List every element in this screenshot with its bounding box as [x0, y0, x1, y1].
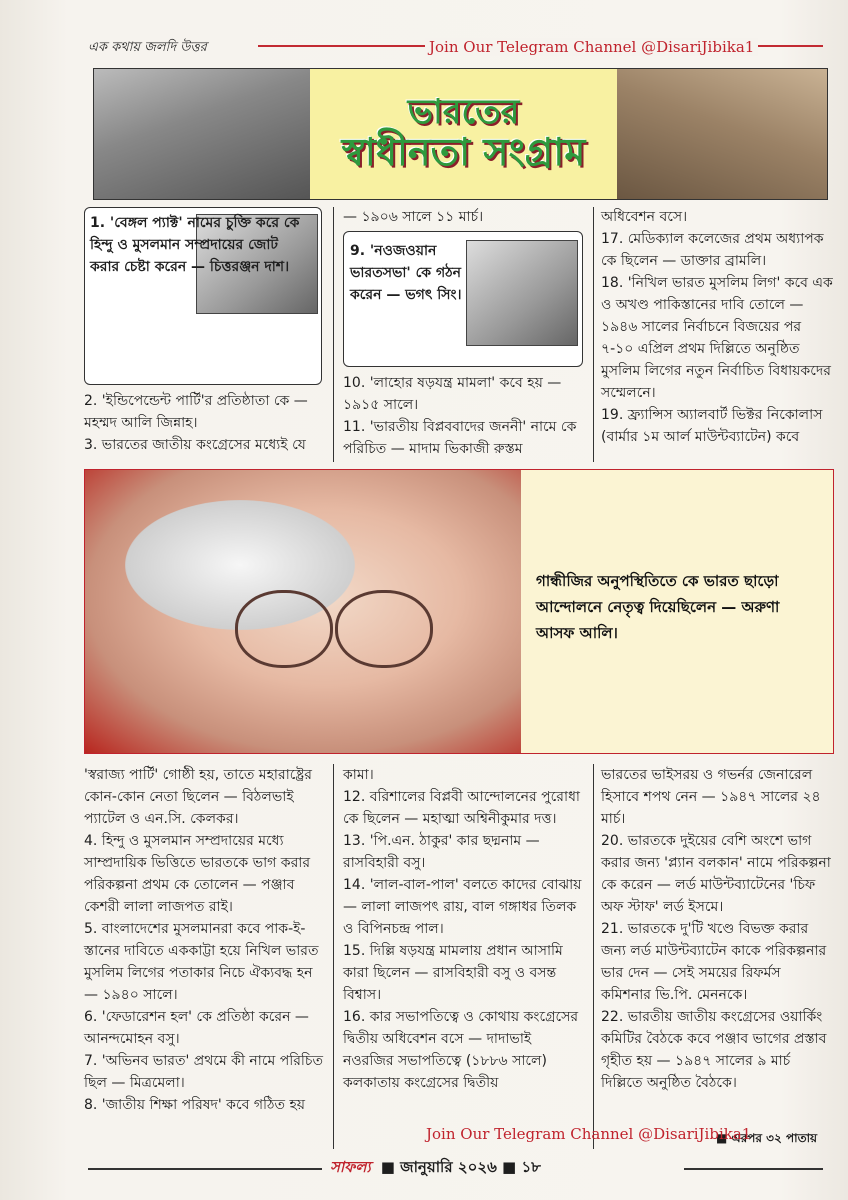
question-4: 4. হিন্দু ও মুসলমান সম্প্রদায়ের মধ্যে সাম্প্রদায়িক ভিত্তিতে ভারতকে ভাগ করার পরিকল্পনা প্রথম কে তোলেন — পঞ্জাব কেশরী লালা লাজপত রাই। — [84, 833, 311, 915]
issue-date-page: ■ জানুয়ারি ২০২৬ ■ ১৮ — [380, 1158, 541, 1176]
portrait-aruna-asaf-ali — [85, 470, 521, 753]
question-21: 21. ভারতকে দু'টি খণ্ডে বিভক্ত করার জন্য লর্ড মাউন্টব্যাটেন কাকে পরিকল্পনার ভার দেন — সেই সময়ের রিফর্মস কমিশনার ভি.পি. মেননকে। — [601, 921, 827, 1003]
question-3: 3. ভারতের জাতীয় কংগ্রেসের মধ্যেই যে — [84, 437, 306, 453]
column-2-continuation-bottom: কামা। — [343, 767, 374, 783]
feature-caption: গান্ধীজির অনুপস্থিতিতে কে ভারত ছাড়ো আন্দোলনে নেতৃত্ব দিয়েছিলেন — অরুণা আসফ আলি। — [536, 572, 780, 642]
feature-panel — [84, 469, 834, 754]
column-1-continuation: 'স্বরাজ্য পার্টি' গোষ্ঠী হয়, তাতে মহারাষ্ট্রের কোন-কোন নেতা ছিলেন — বিঠলভাই প্যাটেল ও এন.সি. কেলকর। — [84, 767, 312, 827]
question-20: 20. ভারতকে দুইয়ের বেশি অংশে ভাগ করার জন্য 'প্ল্যান বলকান' নামে পরিকল্পনা কে করেন — লর্ড মাউন্টব্যাটেনের 'চিফ অফ স্টাফ' লর্ড ইসমে। — [601, 833, 831, 915]
column-3-bottom — [601, 764, 833, 1094]
portrait-glasses-left — [235, 590, 333, 668]
magazine-logo: সাফল্য — [330, 1158, 371, 1176]
column-1-top — [84, 390, 324, 456]
telegram-watermark-top: Join Our Telegram Channel @DisariJibika1 — [425, 38, 758, 56]
banner-title-line1: ভারতের — [407, 92, 520, 133]
column-3-continuation-bottom: ভারতের ভাইসরয় ও গভর্নর জেনারেল হিসাবে শপথ নেন — ১৯৪৭ সালের ২৪ মার্চ। — [601, 767, 821, 827]
column-2-bottom — [343, 764, 583, 1094]
question-16: 16. কার সভাপতিত্বে ও কোথায় কংগ্রেসের দ্বিতীয় অধিবেশন বসে — দাদাভাই নওরজির সভাপতিত্বে (১৮৮৬ সালে) কলকাতায় কংগ্রেসের দ্বিতীয় — [343, 1009, 579, 1091]
question-7: 7. 'অভিনব ভারত' প্রথমে কী নামে পরিচিত ছিল — মিত্রমেলা। — [84, 1053, 323, 1091]
question-9-wrap — [350, 240, 462, 306]
question-14: 14. 'লাল-বাল-পাল' বলতে কাদের বোঝায় — লালা লাজপৎ রায়, বাল গঙ্গাধর তিলক ও বিপিনচন্দ্র পাল। — [343, 877, 582, 937]
question-1: 1. 'বেঙ্গল প্যাক্ট' নামের চুক্তি করে কে হিন্দু ও মুসলমান সম্প্রদায়ের জোট করার চেষ্টা করেন — চিত্তরঞ্জন দাশ। — [90, 215, 300, 275]
question-17: 17. মেডিক্যাল কলেজের প্রথম অধ্যাপক কে ছিলেন — ডাক্তার ব্রামলি। — [601, 231, 824, 269]
question-13: 13. 'পি.এন. ঠাকুর' কার ছদ্মনাম — রাসবিহারী বসু। — [343, 833, 540, 871]
question-1-head — [90, 212, 300, 278]
footer-rule-right — [684, 1168, 823, 1170]
leaders-collage-left — [94, 69, 310, 199]
column-divider — [593, 207, 594, 462]
column-1-bottom — [84, 764, 324, 1116]
continued-on-page: ■ এরপর ৩২ পাতায় — [716, 1131, 818, 1145]
column-divider — [333, 207, 334, 462]
telegram-watermark-bottom: Join Our Telegram Channel @DisariJibika1 — [426, 1125, 752, 1143]
column-2-top — [343, 372, 583, 460]
question-12: 12. বরিশালের বিপ্লবী আন্দোলনের পুরোধা কে ছিলেন — মহাত্মা অশ্বিনীকুমার দত্ত। — [343, 789, 580, 827]
page-footer — [88, 1156, 823, 1186]
section-kicker: এক কথায় জলদি উত্তর — [88, 40, 207, 55]
question-2: 2. 'ইন্ডিপেন্ডেন্ট পার্টি'র প্রতিষ্ঠাতা কে — মহম্মদ আলি জিন্নাহ। — [84, 393, 308, 431]
footer-rule-left — [88, 1168, 322, 1170]
question-11: 11. 'ভারতীয় বিপ্লববাদের জননী' নামে কে পরিচিত — মাদাম ভিকাজী রুস্তম — [343, 419, 577, 457]
question-19: 19. ফ্র্যান্সিস অ্যালবার্ট ভিক্টর নিকোলাস (বার্মার ১ম আর্ল মাউন্টব্যাটেন) কবে — [601, 407, 823, 445]
portrait-bhagat-singh — [466, 240, 578, 346]
footer-issue — [330, 1156, 541, 1181]
column-2-top-cont — [343, 206, 583, 228]
question-10: 10. 'লাহোর ষড়যন্ত্র মামলা' কবে হয় — ১৯১৫ সালে। — [343, 375, 562, 413]
question-15: 15. দিল্লি ষড়যন্ত্র মামলায় প্রধান আসামি কারা ছিলেন — রাসবিহারী বসু ও বসন্ত বিশ্বাস। — [343, 943, 563, 1003]
leaders-collage-right — [617, 69, 827, 199]
banner-title-line2: স্বাধীনতা সংগ্রাম — [341, 129, 586, 174]
question-18: 18. 'নিখিল ভারত মুসলিম লিগ' কবে এক ও অখণ্ড পাকিস্তানের দাবি তোলে — ১৯৪৬ সালের নির্বাচনে বিজয়ের পর ৭-১০ এপ্রিল প্রথম দিল্লিতে অনুষ্ঠিত মুসলিম লিগের নতুন নির্বাচিত বিধায়কদের সম্মেলনে। — [601, 275, 833, 401]
column-3-top — [601, 206, 833, 448]
title-banner — [93, 68, 828, 200]
question-22: 22. ভারতীয় জাতীয় কংগ্রেসের ওয়ার্কিং কমিটির বৈঠকে কবে পঞ্জাব ভাগের প্রস্তাব গৃহীত হয় — ১৯৪৭ সালের ৯ মার্চ দিল্লিতে অনুষ্ঠিত বৈঠকে। — [601, 1009, 827, 1091]
column-divider — [593, 764, 594, 1149]
column-2-continuation: — ১৯০৬ সালে ১১ মার্চ। — [343, 209, 484, 225]
column-divider — [333, 764, 334, 1149]
question-6: 6. 'ফেডারেশন হল' কে প্রতিষ্ঠা করেন — আনন্দমোহন বসু। — [84, 1009, 309, 1047]
question-9: 9. 'নওজওয়ান ভারতসভা' কে গঠন করেন — ভগৎ সিং। — [350, 243, 462, 303]
banner-title — [310, 69, 617, 199]
column-3-continuation: অধিবেশন বসে। — [601, 209, 688, 225]
question-8: 8. 'জাতীয় শিক্ষা পরিষদ' কবে গঠিত হয় — [84, 1097, 306, 1113]
portrait-glasses-right — [335, 590, 433, 668]
question-5: 5. বাংলাদেশের মুসলমানরা কবে পাক-ই-স্তানের দাবিতে এককাট্টা হয়ে নিখিল ভারত মুসলিম লিগের পতাকার নিচে ঐক্যবদ্ধ হন — ১৯৪০ সালে। — [84, 921, 319, 1003]
